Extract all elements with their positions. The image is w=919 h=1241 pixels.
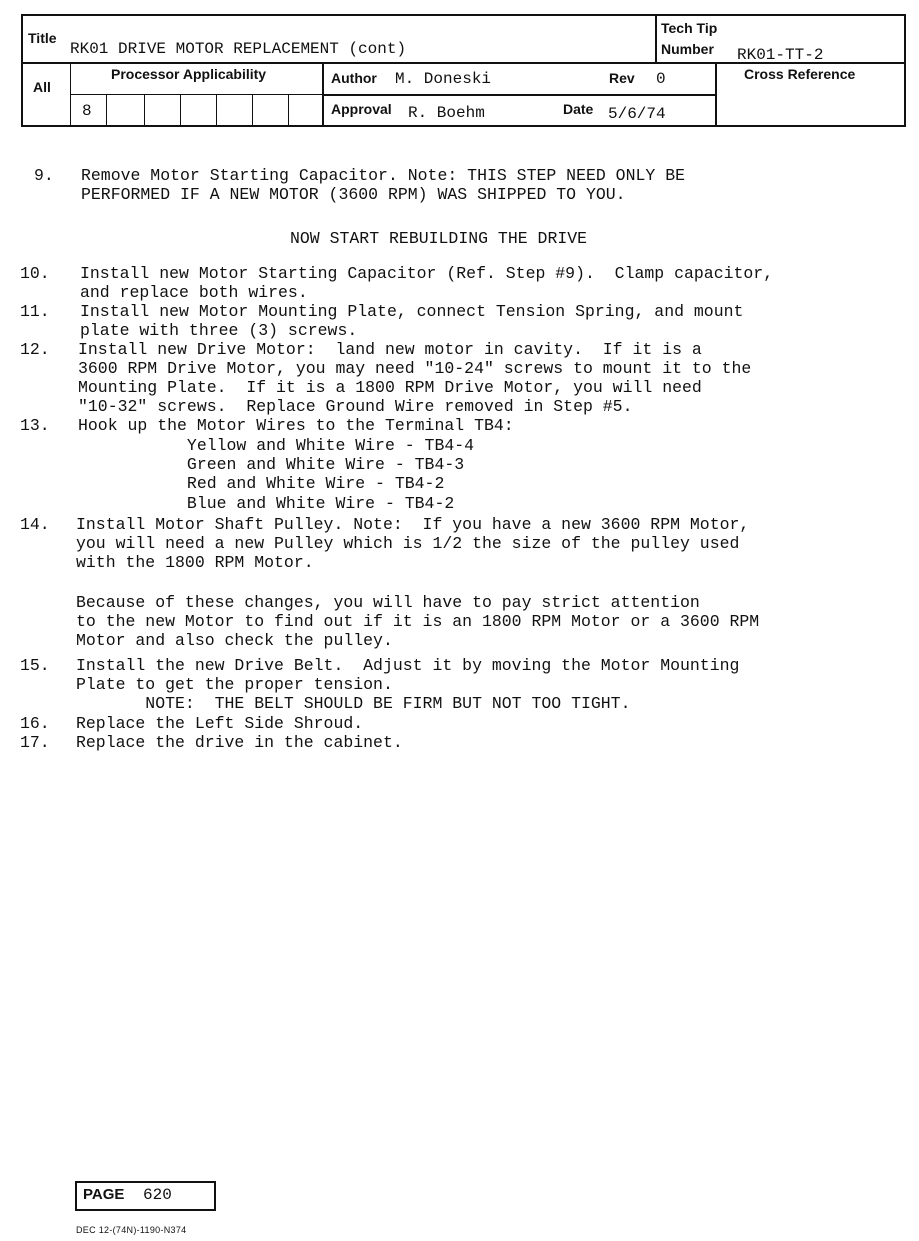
step-line: Install new Drive Motor: land new motor in cavity. If it is a [78, 340, 702, 359]
step-line: "10-32" screws. Replace Ground Wire removed in Step #5. [78, 397, 633, 416]
step-line: plate with three (3) screws. [80, 321, 358, 340]
page-label: PAGE [83, 1186, 125, 1203]
paragraph-line: Motor and also check the pulley. [76, 631, 393, 650]
tech-tip-label: Tech Tip [661, 20, 718, 36]
step-line: you will need a new Pulley which is 1/2 the size of the pulley used [76, 534, 740, 553]
step-number: 10. [20, 264, 50, 283]
step-line: PERFORMED IF A NEW MOTOR (3600 RPM) WAS SHIPPED TO YOU. [81, 185, 626, 204]
wire-line: Blue and White Wire - TB4-2 [78, 494, 455, 513]
step-line: Plate to get the proper tension. [76, 675, 393, 694]
number-label: Number [661, 41, 714, 57]
form-code: DEC 12-(74N)-1190-N374 [76, 1225, 187, 1235]
paragraph-line: Because of these changes, you will have to pay strict attention [76, 593, 700, 612]
step-number: 15. [20, 656, 50, 675]
step-number: 13. [20, 416, 50, 435]
title-label: Title [28, 30, 57, 46]
author-label: Author [331, 70, 377, 86]
approval-value: R. Boehm [408, 104, 485, 122]
document-title: RK01 DRIVE MOTOR REPLACEMENT (cont) [70, 40, 407, 58]
note-line: NOTE: THE BELT SHOULD BE FIRM BUT NOT TOO TIGHT. [76, 694, 631, 713]
paragraph-line: to the new Motor to find out if it is an 1800 RPM Motor or a 3600 RPM [76, 612, 760, 631]
step-line: 3600 RPM Drive Motor, you may need "10-24" screws to mount it to the [78, 359, 752, 378]
step-number: 14. [20, 515, 50, 534]
date-value: 5/6/74 [608, 105, 666, 123]
page-number-box [75, 1181, 216, 1211]
processor-value: 8 [82, 102, 92, 120]
wire-line: Red and White Wire - TB4-2 [78, 474, 445, 493]
rev-label: Rev [609, 70, 635, 86]
step-line: Replace the drive in the cabinet. [76, 733, 403, 752]
all-label: All [33, 79, 51, 95]
step-number: 9. [34, 166, 54, 185]
step-number: 17. [20, 733, 50, 752]
author-value: M. Doneski [395, 70, 492, 88]
date-label: Date [563, 101, 594, 117]
approval-label: Approval [331, 101, 392, 117]
step-number: 16. [20, 714, 50, 733]
step-line: Replace the Left Side Shroud. [76, 714, 364, 733]
step-line: Install Motor Shaft Pulley. Note: If you have a new 3600 RPM Motor, [76, 515, 750, 534]
tech-tip-number: RK01-TT-2 [737, 46, 824, 64]
step-line: with the 1800 RPM Motor. [76, 553, 314, 572]
step-line: and replace both wires. [80, 283, 308, 302]
step-line: Install the new Drive Belt. Adjust it by moving the Motor Mounting [76, 656, 740, 675]
section-heading: NOW START REBUILDING THE DRIVE [290, 229, 588, 248]
wire-line: Yellow and White Wire - TB4-4 [78, 436, 475, 455]
step-line: Remove Motor Starting Capacitor. Note: THIS STEP NEED ONLY BE [81, 166, 685, 185]
step-line: Install new Motor Starting Capacitor (Ref. Step #9). Clamp capacitor, [80, 264, 774, 283]
step-line: Install new Motor Mounting Plate, connect Tension Spring, and mount [80, 302, 744, 321]
processor-applicability-label: Processor Applicability [111, 66, 267, 82]
step-number: 11. [20, 302, 50, 321]
wire-line: Green and White Wire - TB4-3 [78, 455, 465, 474]
rev-value: 0 [656, 70, 666, 88]
step-number: 12. [20, 340, 50, 359]
page-number: 620 [143, 1186, 172, 1204]
cross-reference-label: Cross Reference [744, 66, 856, 82]
step-line: Hook up the Motor Wires to the Terminal TB4: [78, 416, 514, 435]
step-line: Mounting Plate. If it is a 1800 RPM Drive Motor, you will need [78, 378, 702, 397]
